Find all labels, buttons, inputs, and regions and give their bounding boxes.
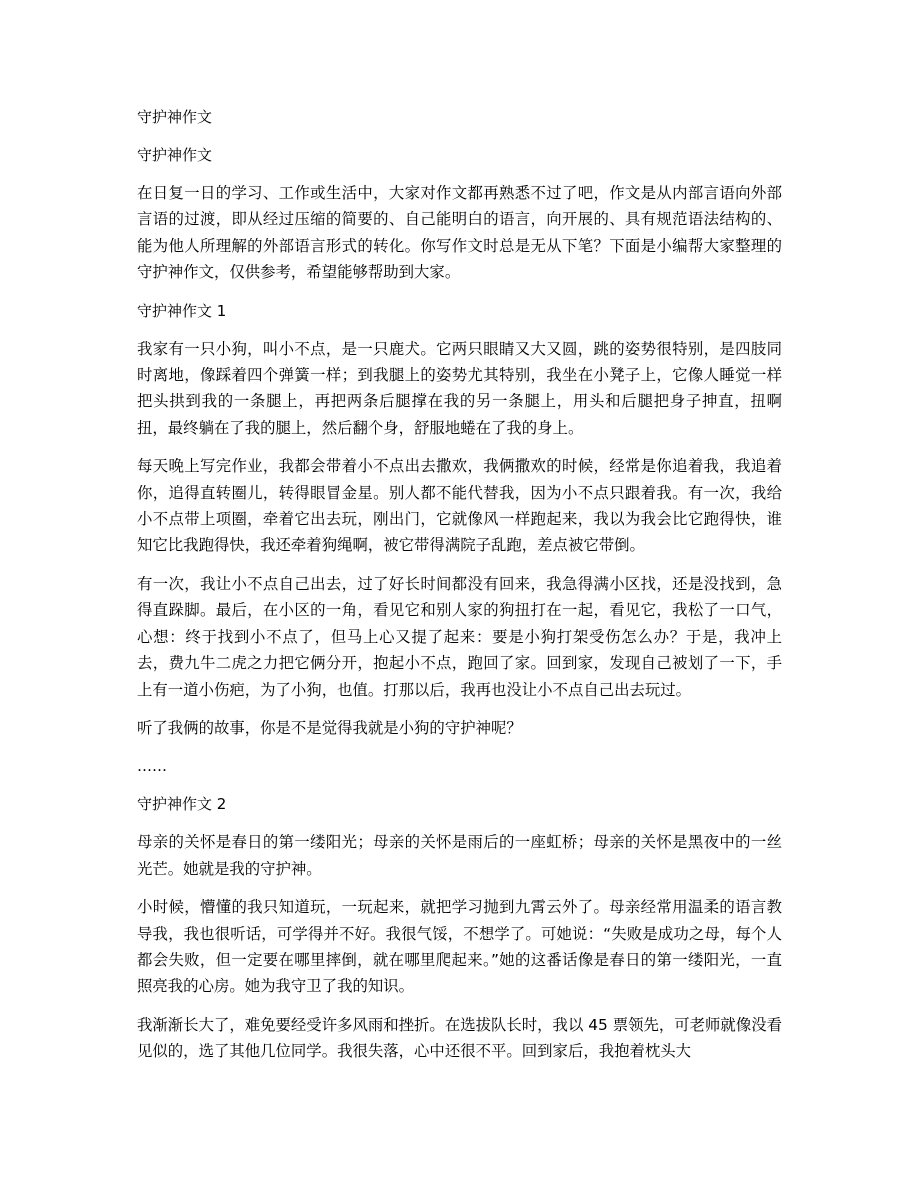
essay-2-paragraph: 我渐渐长大了，难免要经受许多风雨和挫折。在选拔队长时，我以 45 票领先，可老师就像没看见似的，选了其他几位同学。我很失落，心中还很不平。回到家后，我抱着枕头大 <box>137 1015 782 1061</box>
essay-2-heading: 守护神作文 2 <box>137 795 227 814</box>
essay-1-paragraph: 每天晚上写完作业，我都会带着小不点出去撒欢，我俩撒欢的时候，经常是你追着我，我追着你，追得直转圈儿，转得眼冒金星。别人都不能代替我，因为小不点只跟着我。有一次，我给小不点带上项圈，牵着它出去玩，刚出门，它就像风一样跑起来，我以为我会比它跑得快，谁知它比我跑得快，我还牵着狗绳啊，被它带得满院子乱跑，差点被它带倒。 <box>137 457 782 555</box>
intro-paragraph: 在日复一日的学习、工作或生活中，大家对作文都再熟悉不过了吧，作文是从内部言语向外部言语的过渡，即从经过压缩的简要的、自己能明白的语言，向开展的、具有规范语法结构的、能为他人所理解的外部语言形式的转化。你写作文时总是无从下笔？下面是小编帮大家整理的守护神作文，仅供参考，希望能够帮助到大家。 <box>137 184 782 282</box>
essay-1-paragraph: 我家有一只小狗，叫小不点，是一只鹿犬。它两只眼睛又大又圆，跳的姿势很特别，是四肢同时离地，像踩着四个弹簧一样；到我腿上的姿势尤其特别，我坐在小凳子上，它像人睡觉一样把头拱到我的一条腿上，再把两条后腿撑在我的另一条腿上，用头和后腿把身子抻直，扭啊扭，最终躺在了我的腿上，然后翻个身，舒服地蜷在了我的身上。 <box>137 339 782 437</box>
document-subtitle: 守护神作文 <box>137 146 213 164</box>
essay-1-paragraph: 有一次，我让小不点自己出去，过了好长时间都没有回来，我急得满小区找，还是没找到，急得直跺脚。最后，在小区的一角，看见它和别人家的狗扭打在一起，看见它，我松了一口气，心想：终于找到小不点了，但马上心又提了起来：要是小狗打架受伤怎么办？于是，我冲上去，费九牛二虎之力把它俩分开，抱起小不点，跑回了家。回到家，发现自己被划了一下，手上有一道小伤疤，为了小狗，也值。打那以后，我再也没让小不点自己出去玩过。 <box>137 574 782 699</box>
essay-2-paragraph: 母亲的关怀是春日的第一缕阳光；母亲的关怀是雨后的一座虹桥；母亲的关怀是黑夜中的一丝光芒。她就是我的守护神。 <box>137 833 782 878</box>
document-title: 守护神作文 <box>137 108 213 126</box>
document-page <box>137 104 782 1077</box>
essay-2-paragraph: 小时候，懵懂的我只知道玩，一玩起来，就把学习抛到九霄云外了。母亲经常用温柔的语言教导我，我也很听话，可学得并不好。我很气馁，不想学了。可她说：“失败是成功之母，每个人都会失败，但一定要在哪里摔倒，就在哪里爬起来。”她的这番话像是春日的第一缕阳光，一直照亮我的心房。她为我守卫了我的知识。 <box>137 898 782 996</box>
ellipsis-separator: …… <box>137 757 167 776</box>
essay-1-paragraph: 听了我俩的故事，你是不是觉得我就是小狗的守护神呢？ <box>137 718 522 737</box>
essay-1-heading: 守护神作文 1 <box>137 301 227 320</box>
